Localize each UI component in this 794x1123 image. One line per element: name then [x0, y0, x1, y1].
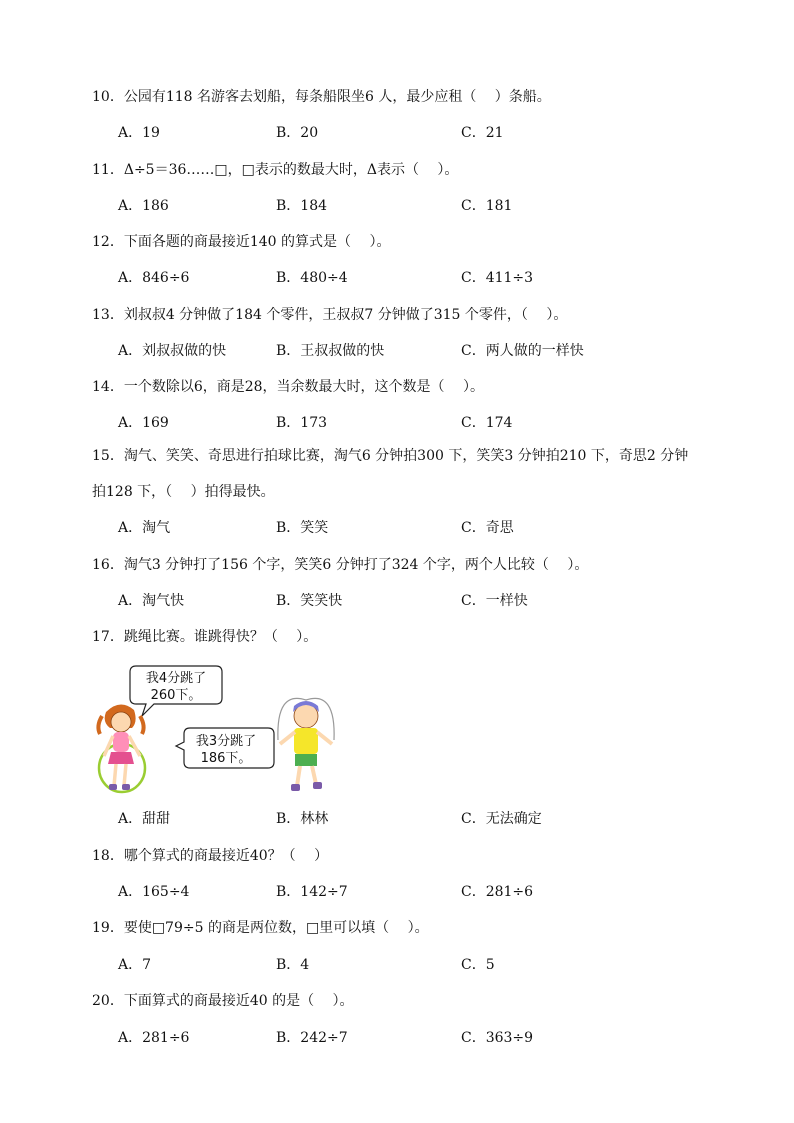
question-number: 19． — [92, 920, 124, 936]
question-text: 下面算式的商最接近40 的是（ ）。 — [123, 993, 354, 1009]
option-a[interactable]: A．淘气快 — [118, 593, 185, 609]
question-19 — [92, 918, 429, 938]
question-15-continued — [92, 482, 275, 502]
option-a[interactable]: A．19 — [118, 125, 160, 141]
question-number: 17． — [92, 629, 124, 645]
options-16 — [118, 591, 754, 611]
option-b[interactable]: B．4 — [276, 957, 310, 973]
option-b[interactable]: B．142÷7 — [276, 884, 348, 900]
girl-bubble-line1: 我4分跳了 — [145, 671, 207, 686]
question-11 — [92, 160, 458, 180]
question-text: 下面各题的商最接近140 的算式是（ ）。 — [123, 234, 391, 250]
girl-speech-bubble — [130, 666, 222, 716]
options-14 — [118, 413, 754, 433]
question-number: 12． — [92, 234, 124, 250]
question-number: 11． — [92, 162, 124, 178]
option-b[interactable]: B．王叔叔做的快 — [276, 343, 385, 359]
question-16 — [92, 555, 588, 575]
option-b[interactable]: B．笑笑快 — [276, 593, 343, 609]
option-a[interactable]: A．281÷6 — [118, 1030, 190, 1046]
question-12 — [92, 232, 390, 252]
options-13 — [118, 341, 754, 361]
girl-figure — [98, 704, 145, 792]
question-14 — [92, 377, 484, 397]
options-10 — [118, 123, 754, 143]
option-b[interactable]: B．242÷7 — [276, 1030, 348, 1046]
option-b[interactable]: B．20 — [276, 125, 319, 141]
question-20 — [92, 991, 354, 1011]
question-number: 15． — [92, 448, 124, 464]
boy-figure — [278, 698, 334, 791]
option-a[interactable]: A．846÷6 — [118, 270, 190, 286]
options-18 — [118, 882, 754, 902]
option-c[interactable]: C．363÷9 — [461, 1030, 534, 1046]
question-number: 16． — [92, 557, 124, 573]
option-a[interactable]: A．165÷4 — [118, 884, 190, 900]
options-20 — [118, 1028, 754, 1048]
option-a[interactable]: A．186 — [118, 198, 169, 214]
option-c[interactable]: C．21 — [461, 125, 504, 141]
jump-rope-svg — [92, 660, 352, 802]
question-number: 10． — [92, 89, 124, 105]
question-number: 18． — [92, 848, 124, 864]
options-15 — [118, 518, 754, 538]
options-12 — [118, 268, 754, 288]
option-c[interactable]: C．411÷3 — [461, 270, 534, 286]
question-text: 一个数除以6，商是28，当余数最大时，这个数是（ ）。 — [123, 379, 484, 395]
question-text: 跳绳比赛。谁跳得快？（ ）。 — [123, 629, 318, 645]
option-b[interactable]: B．林林 — [276, 811, 329, 827]
question-text-line2: 拍128 下，（ ）拍得最快。 — [92, 484, 275, 500]
option-c[interactable]: C．181 — [461, 198, 513, 214]
option-b[interactable]: B．480÷4 — [276, 270, 348, 286]
option-a[interactable]: A．刘叔叔做的快 — [118, 343, 227, 359]
option-b[interactable]: B．173 — [276, 415, 328, 431]
jump-rope-illustration — [92, 660, 352, 802]
option-c[interactable]: C．两人做的一样快 — [461, 343, 584, 359]
question-10 — [92, 87, 551, 107]
question-text: 哪个算式的商最接近40？（ ） — [123, 848, 329, 864]
option-a[interactable]: A．169 — [118, 415, 169, 431]
options-17 — [118, 809, 754, 829]
question-text: 淘气、笑笑、奇思进行拍球比赛，淘气6 分钟拍300 下，笑笑3 分钟拍210 下，奇思2 分钟 — [123, 448, 689, 464]
option-c[interactable]: C．5 — [461, 957, 495, 973]
option-a[interactable]: A．甜甜 — [118, 811, 171, 827]
option-c[interactable]: C．无法确定 — [461, 811, 542, 827]
boy-bubble-line1: 我3分跳了 — [195, 734, 257, 749]
boy-speech-bubble — [176, 728, 274, 768]
girl-bubble-line2: 260下。 — [150, 688, 202, 703]
question-text: 公园有118 名游客去划船，每条船限坐6 人，最少应租（ ）条船。 — [123, 89, 551, 105]
options-11 — [118, 196, 754, 216]
option-c[interactable]: C．一样快 — [461, 593, 528, 609]
option-c[interactable]: C．174 — [461, 415, 513, 431]
question-15 — [92, 446, 688, 466]
question-text: 要使□79÷5 的商是两位数，□里可以填（ ）。 — [123, 920, 429, 936]
option-a[interactable]: A．7 — [118, 957, 152, 973]
question-13 — [92, 305, 567, 325]
option-c[interactable]: C．奇思 — [461, 520, 514, 536]
question-18 — [92, 846, 328, 866]
option-c[interactable]: C．281÷6 — [461, 884, 534, 900]
question-number: 20． — [92, 993, 124, 1009]
boy-bubble-line2: 186下。 — [200, 751, 252, 766]
question-number: 13． — [92, 307, 124, 323]
option-b[interactable]: B．笑笑 — [276, 520, 329, 536]
option-b[interactable]: B．184 — [276, 198, 328, 214]
question-text: Δ÷5＝36……□，□表示的数最大时，Δ表示（ ）。 — [123, 162, 459, 178]
question-text: 淘气3 分钟打了156 个字，笑笑6 分钟打了324 个字，两个人比较（ ）。 — [123, 557, 589, 573]
question-number: 14． — [92, 379, 124, 395]
question-text: 刘叔叔4 分钟做了184 个零件，王叔叔7 分钟做了315 个零件，（ ）。 — [123, 307, 568, 323]
question-17 — [92, 627, 317, 647]
options-19 — [118, 955, 754, 975]
option-a[interactable]: A．淘气 — [118, 520, 171, 536]
